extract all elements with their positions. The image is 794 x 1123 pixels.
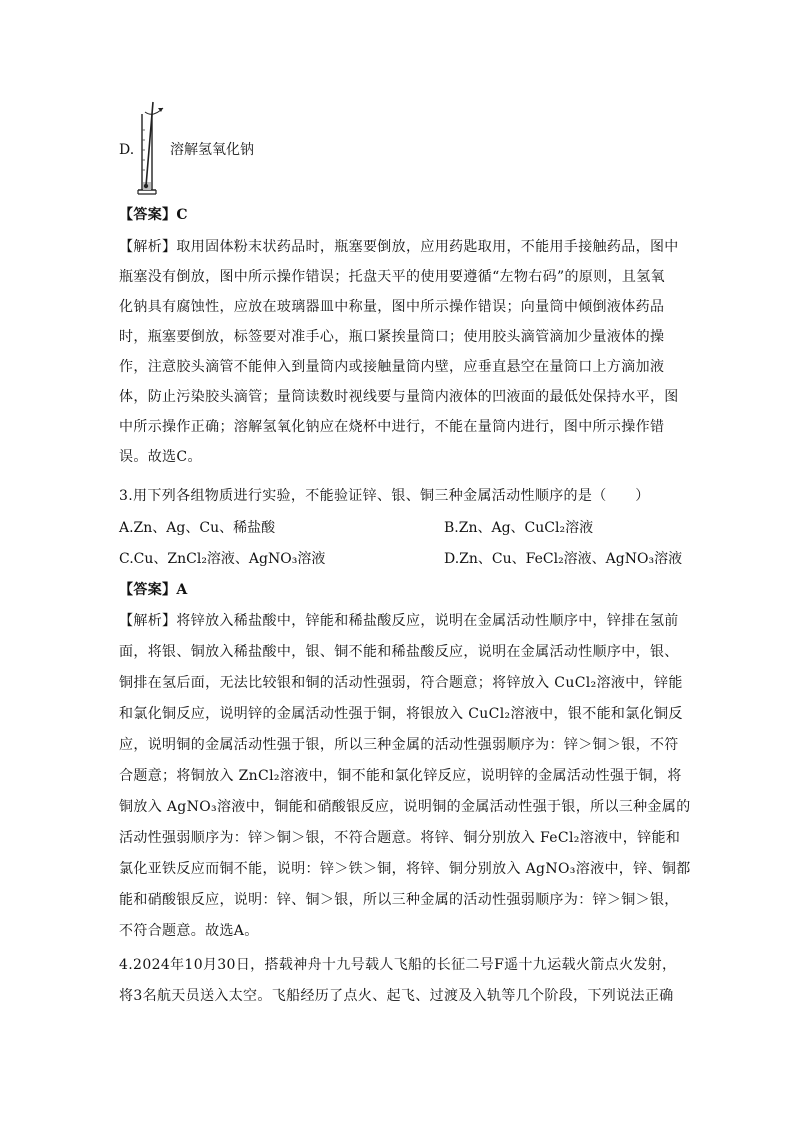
q3-stem: 3.用下列各组物质进行实验，不能验证锌、银、铜三种金属活动性顺序的是（ ） <box>119 488 650 504</box>
q2-analysis-line: 化钠具有腐蚀性，应放在玻璃器皿中称量，图中所示操作错误；向量筒中倾倒液体药品 <box>119 299 665 315</box>
q3-analysis-line: 能和硝酸银反应，说明：锌、铜＞银，所以三种金属的活动性强弱顺序为：锌＞铜＞银， <box>119 892 679 908</box>
q3-analysis-line: 合题意；将铜放入 ZnCl₂溶液中，铜不能和氯化锌反应，说明锌的金属活动性强于铜，将 <box>119 768 682 784</box>
q3-analysis-line: 【解析】将锌放入稀盐酸中，锌能和稀盐酸反应，说明在金属活动性顺序中，锌排在氢前 <box>119 613 679 629</box>
q2-analysis-line: 瓶塞没有倒放，图中所示操作错误；托盘天平的使用要遵循“左物右码”的原则，且氢氧 <box>119 269 665 285</box>
q2-analysis-line: 【解析】取用固体粉末状药品时，瓶塞要倒放，应用药匙取用，不能用手接触药品，图中 <box>119 239 679 255</box>
q4-stem-line: 4.2024年10月30日，搭载神舟十九号载人飞船的长征二号F遥十九运载火箭点火发射， <box>119 957 677 973</box>
q4-stem-line: 将3名航天员送入太空。飞船经历了点火、起飞、过渡及入轨等几个阶段，下列说法正确 <box>119 988 674 1004</box>
q2-answer: 【答案】C <box>119 207 188 223</box>
q2-analysis-line: 作，注意胶头滴管不能伸入到量筒内或接触量筒内壁，应垂直悬空在量筒口上方滴加液 <box>119 359 665 375</box>
q3-option-a: A.Zn、Ag、Cu、稀盐酸 <box>119 520 276 536</box>
q3-analysis-line: 不符合题意。故选A。 <box>119 923 259 939</box>
q3-analysis-line: 面，将银、铜放入稀盐酸中，银、铜不能和稀盐酸反应，说明在金属活动性顺序中，银、 <box>119 644 679 660</box>
option-d-label: D. <box>119 142 135 158</box>
graduated-cylinder-icon <box>133 100 173 196</box>
q3-analysis-line: 活动性强弱顺序为：锌＞铜＞银，不符合题意。将锌、铜分别放入 FeCl₂溶液中，锌能和 <box>119 830 681 846</box>
q3-analysis-line: 和氯化铜反应，说明锌的金属活动性强于铜，将银放入 CuCl₂溶液中，银不能和氯化铜反 <box>119 706 683 722</box>
q2-analysis-line: 中所示操作正确；溶解氢氧化钠应在烧杯中进行，不能在量筒内进行，图中所示操作错 <box>119 419 665 435</box>
q3-option-d: D.Zn、Cu、FeCl₂溶液、AgNO₃溶液 <box>444 551 683 567</box>
q3-option-b: B.Zn、Ag、CuCl₂溶液 <box>444 520 594 536</box>
q2-analysis-line: 体，防止污染胶头滴管；量筒读数时视线要与量筒内液体的凹液面的最低处保持水平，图 <box>119 389 679 405</box>
q3-analysis-line: 铜放入 AgNO₃溶液中，铜能和硝酸银反应，说明铜的金属活动性强于银，所以三种金属的 <box>119 799 691 815</box>
option-d-text: 溶解氢氧化钠 <box>170 142 254 158</box>
q2-analysis-line: 误。故选C。 <box>119 449 202 465</box>
q3-option-c: C.Cu、ZnCl₂溶液、AgNO₃溶液 <box>119 551 326 567</box>
q3-analysis-line: 应，说明铜的金属活动性强于银，所以三种金属的活动性强弱顺序为：锌＞铜＞银，不符 <box>119 737 679 753</box>
q3-answer: 【答案】A <box>119 582 188 598</box>
q3-analysis-line: 铜排在氢后面，无法比较银和铜的活动性强弱，符合题意；将锌放入 CuCl₂溶液中，锌能 <box>119 675 683 691</box>
q3-analysis-line: 氯化亚铁反应而铜不能，说明：锌＞铁＞铜，将锌、铜分别放入 AgNO₃溶液中，锌、铜都 <box>119 861 691 877</box>
q2-analysis-line: 时，瓶塞要倒放，标签要对准手心，瓶口紧挨量筒口；使用胶头滴管滴加少量液体的操 <box>119 329 665 345</box>
